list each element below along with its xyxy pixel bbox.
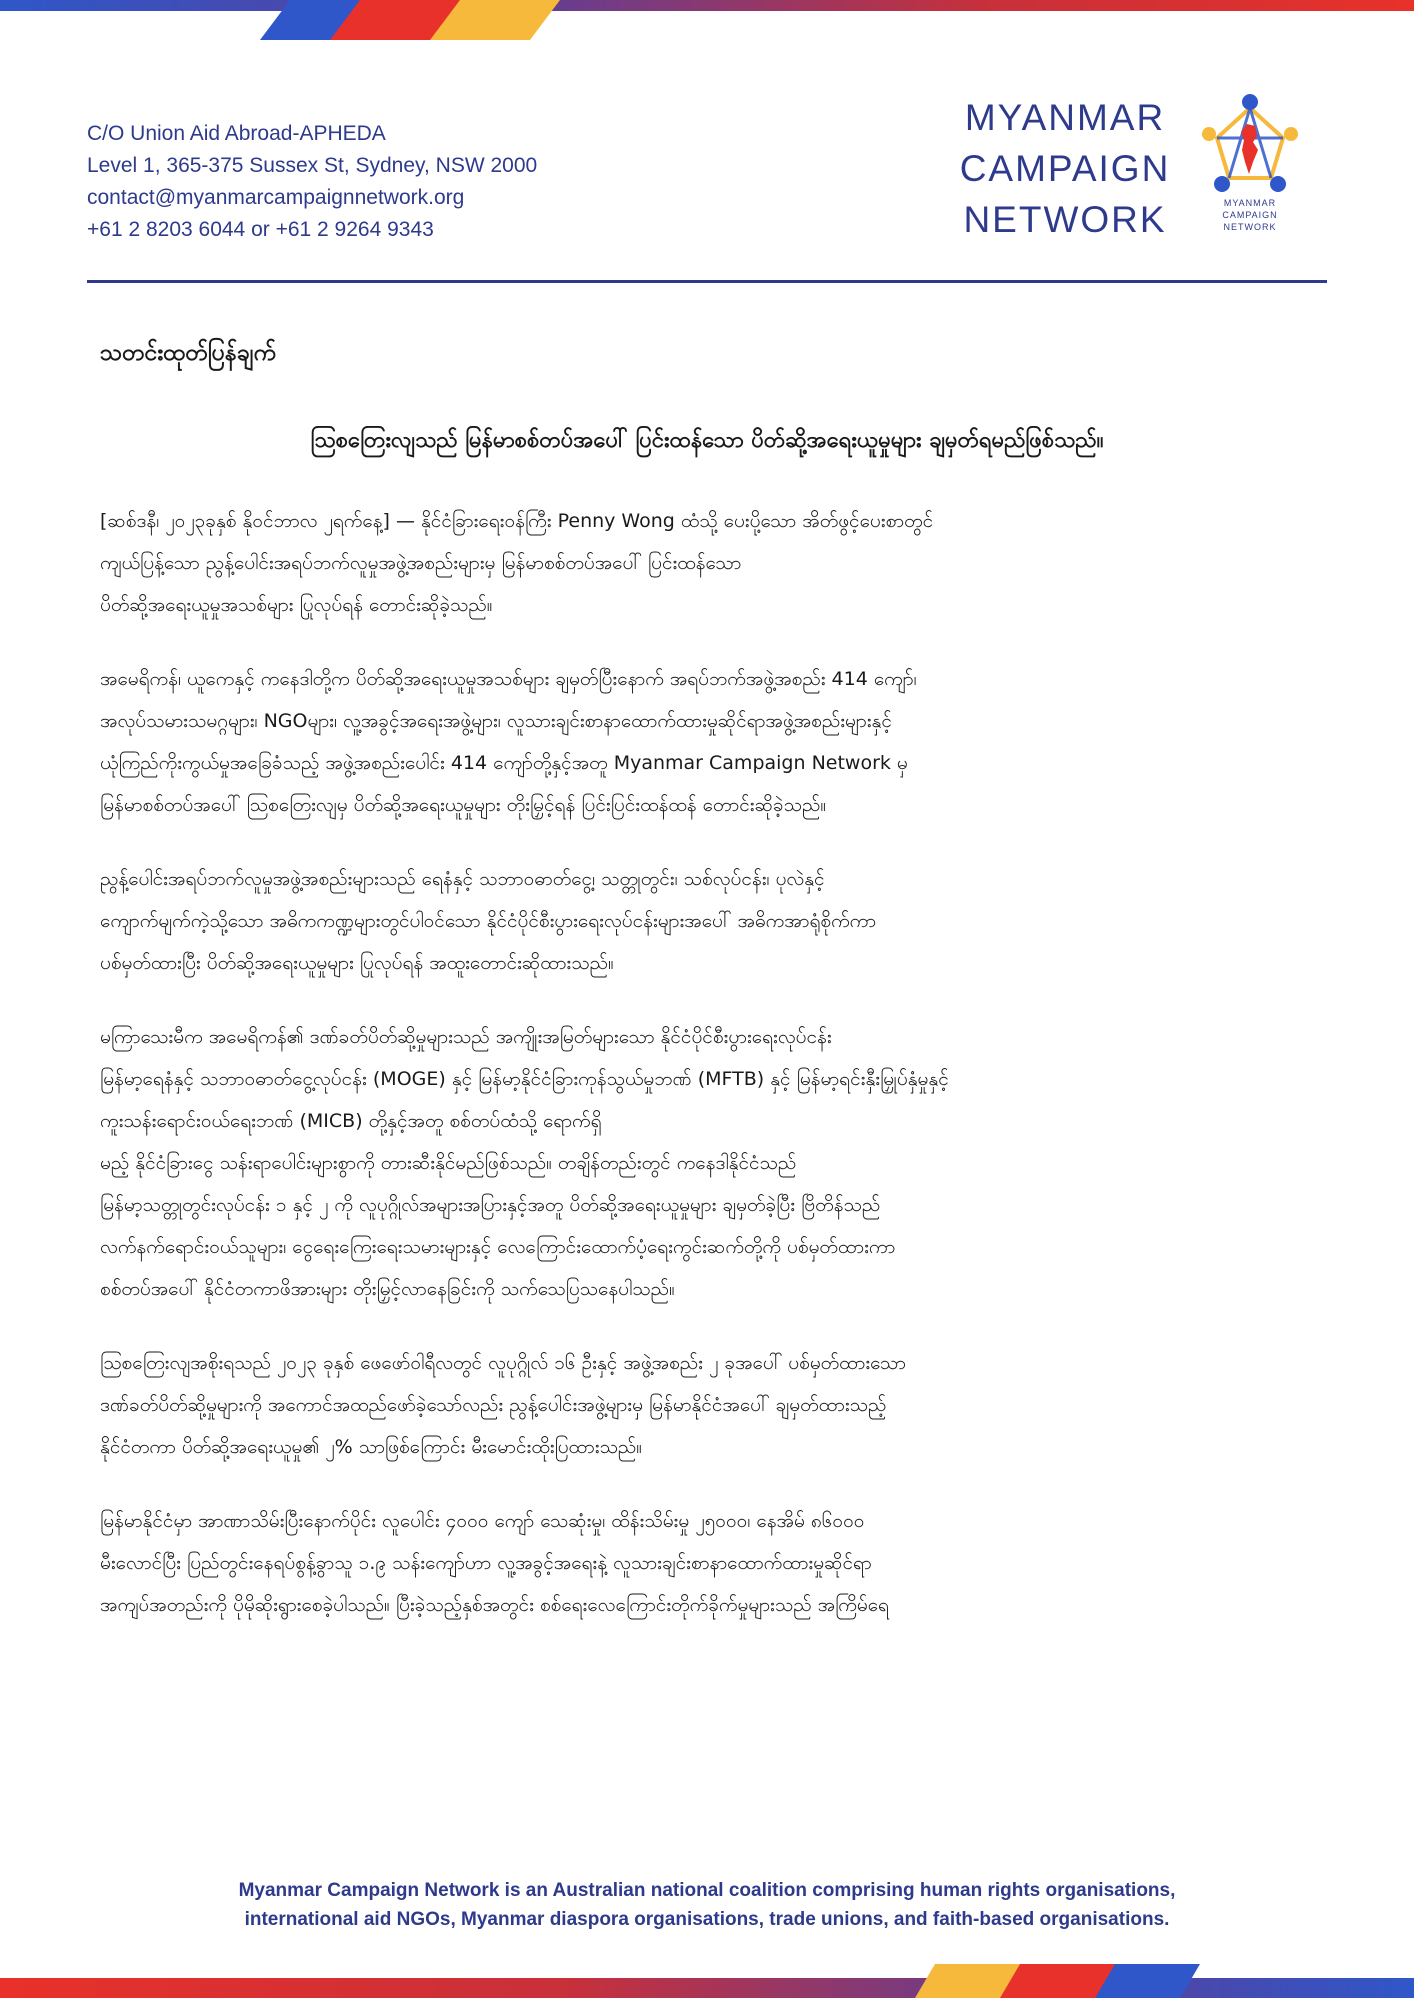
paragraph-3 <box>100 858 1315 984</box>
paragraph-line: မြန်မာစစ်တပ်အပေါ် ဩစတြေးလျမှ ပိတ်ဆို့အရေးယူမှုများ တိုးမြှင့်ရန် ပြင်းပြင်းထန်ထန် တောင်းဆိုခဲ့သည်။ <box>100 794 827 816</box>
contact-address-line-2: Level 1, 365-375 Sussex St, Sydney, NSW 2000 <box>87 154 538 177</box>
contact-phone: +61 2 8203 6044 or +61 2 9264 9343 <box>87 218 434 241</box>
paragraph-line: မည့် နိုင်ငံခြားငွေ သန်းရာပေါင်းများစွာကို တားဆီးနိုင်မည်ဖြစ်သည်။ တချိန်တည်းတွင် ကနေဒါနိုင်ငံသည် <box>100 1152 797 1174</box>
letterhead-contact <box>87 118 537 246</box>
paragraph-1 <box>100 500 1315 626</box>
paragraph-line: နိုင်ငံတကာ ပိတ်ဆို့အရေးယူမှု၏ ၂% သာဖြစ်ကြောင်း မီးမောင်းထိုးပြထားသည်။ <box>100 1436 643 1458</box>
paragraph-line: မကြာသေးမီက အမေရိကန်၏ ဒဏ်ခတ်ပိတ်ဆို့မှုများသည် အကျိုးအမြတ်များသော နိုင်ငံပိုင်စီးပွားရေးလုပ်ငန်း <box>100 1026 832 1048</box>
paragraph-line: ပစ်မှတ်ထားပြီး ပိတ်ဆို့အရေးယူမှုများ ပြုလုပ်ရန် အထူးတောင်းဆိုထားသည်။ <box>100 952 614 974</box>
org-name-line-2: CAMPAIGN <box>959 148 1171 189</box>
paragraph-line: မြန်မာ့ရေနံနှင့် သဘာဝဓာတ်ငွေ့လုပ်ငန်း (MOGE) နှင့် မြန်မာ့နိုင်ငံခြားကုန်သွယ်မှုဘဏ် (MFTB) နှင့် မြန်မာ့ရင်းနှီးမြှုပ်နှံမှုနှင့် <box>100 1068 949 1090</box>
header-divider <box>87 280 1327 283</box>
paragraph-line: အမေရိကန်၊ ယူကေနှင့် ကနေဒါတို့က ပိတ်ဆို့အရေးယူမှုအသစ်များ ချမှတ်ပြီးနောက် အရပ်ဘက်အဖွဲ့အစည်း 414 ကျော်၊ <box>100 668 917 690</box>
paragraph-line: ကျောက်မျက်ကဲ့သို့သော အဓိကကဏ္ဍများတွင်ပါဝင်သော နိုင်ငံပိုင်စီးပွားရေးလုပ်ငန်းများအပေါ် အဓိကအာရုံစိုက်ကာ <box>100 910 877 932</box>
paragraph-line: မြန်မာ့သတ္တုတွင်းလုပ်ငန်း ၁ နှင့် ၂ ကို လူပုဂ္ဂိုလ်အများအပြားနှင့်အတူ ပိတ်ဆို့အရေးယူမှုများ ချမှတ်ခဲ့ပြီး ဗြိတိန်သည် <box>100 1194 881 1216</box>
paragraph-line: ပိတ်ဆို့အရေးယူမှုအသစ်များ ပြုလုပ်ရန် တောင်းဆိုခဲ့သည်။ <box>100 594 493 616</box>
paragraph-5 <box>100 1342 1315 1468</box>
paragraph-line: ဒဏ်ခတ်ပိတ်ဆို့မှုများကို အကောင်အထည်ဖော်ခဲ့သော်လည်း ညွန့်ပေါင်းအဖွဲ့များမှ မြန်မာနိုင်ငံအပေါ် ချမှတ်ထားသည့် <box>100 1394 887 1416</box>
paragraph-4 <box>100 1016 1315 1310</box>
org-name <box>920 92 1210 245</box>
org-name-line-1: MYANMAR <box>964 97 1166 138</box>
press-release-headline: ဩစတြေးလျသည် မြန်မာစစ်တပ်အပေါ် ပြင်းထန်သော ပိတ်ဆို့အရေးယူမှုများ ချမှတ်ရမည်ဖြစ်သည်။ <box>310 428 1104 453</box>
paragraph-line: မြန်မာနိုင်ငံမှာ အာဏာသိမ်းပြီးနောက်ပိုင်း လူပေါင်း ၄၀၀၀ ကျော် သေဆုံးမှု၊ ထိန်းသိမ်းမှု ၂၅၀၀၀၊ နေအိမ် ၈၆၀၀၀ <box>100 1510 865 1532</box>
paragraph-line: ကျယ်ပြန့်သော ညွန့်ပေါင်းအရပ်ဘက်လူမှုအဖွဲ့အစည်းများမှ မြန်မာစစ်တပ်အပေါ် ပြင်းထန်သော <box>100 552 742 574</box>
paragraph-line: လက်နက်ရောင်းဝယ်သူများ၊ ငွေရေးကြေးရေးသမားများနှင့် လေကြောင်းထောက်ပံ့ရေးကွင်းဆက်တို့ကို ပစ်မှတ်ထားကာ <box>100 1236 896 1258</box>
press-release-body <box>100 500 1315 1658</box>
footer-line-1: Myanmar Campaign Network is an Australian national coalition comprising human rights organisations, <box>238 1880 1176 1901</box>
paragraph-line: အလုပ်သမားသမဂ္ဂများ၊ NGOများ၊ လူ့အခွင့်အရေးအဖွဲ့များ၊ လူသားချင်းစာနာထောက်ထားမှုဆိုင်ရာအဖွဲ့အစည်းများနှင့် <box>100 710 892 732</box>
press-release-kicker: သတင်းထုတ်ပြန်ချက် <box>100 340 276 366</box>
paragraph-line: စစ်တပ်အပေါ် နိုင်ငံတကာဖိအားများ တိုးမြှင့်လာနေခြင်းကို သက်သေပြသနေပါသည်။ <box>100 1278 675 1300</box>
paragraph-2 <box>100 658 1315 826</box>
footer-coalition-note <box>87 1876 1327 1934</box>
paragraph-line: ညွန့်ပေါင်းအရပ်ဘက်လူမှုအဖွဲ့အစည်းများသည် ရေနံနှင့် သဘာဝဓာတ်ငွေ့၊ သတ္တုတွင်း၊ သစ်လုပ်ငန်း၊ ပုလဲနှင့် <box>100 868 825 890</box>
bottom-color-band <box>0 1946 1414 1998</box>
org-logo <box>1195 90 1305 240</box>
footer-line-2: international aid NGOs, Myanmar diaspora organisations, trade unions, and faith-based organisations. <box>244 1909 1170 1930</box>
paragraph-line: မီးလောင်ပြီး ပြည်တွင်းနေရပ်စွန့်ခွာသူ ၁.၉ သန်းကျော်ဟာ လူ့အခွင့်အရေးနဲ့ လူသားချင်းစာနာထောက်ထားမှုဆိုင်ရာ <box>100 1552 872 1574</box>
contact-address-line-1: C/O Union Aid Abroad-APHEDA <box>87 122 386 145</box>
paragraph-line: အကျပ်အတည်းကို ပိုမိုဆိုးရွားစေခဲ့ပါသည်။ ပြီးခဲ့သည့်နှစ်အတွင်း စစ်ရေးလေကြောင်းတိုက်ခိုက်မှုများသည် အကြိမ်ရေ <box>100 1594 889 1616</box>
paragraph-line: ကူးသန်းရောင်းဝယ်ရေးဘဏ် (MICB) တို့နှင့်အတူ စစ်တပ်ထံသို့ ရောက်ရှိ <box>100 1110 602 1132</box>
paragraph-line: ယုံကြည်ကိုးကွယ်မှုအခြေခံသည့် အဖွဲ့အစည်းပေါင်း 414 ကျော်တို့နှင့်အတူ Myanmar Campaign Network မှ <box>100 752 908 774</box>
contact-email[interactable]: contact@myanmarcampaignnetwork.org <box>87 186 465 209</box>
paragraph-line: [ဆစ်ဒနီ၊ ၂၀၂၃ခုနှစ် နိုဝင်ဘာလ ၂ရက်နေ့] — နိုင်ငံခြားရေးဝန်ကြီး Penny Wong ထံသို့ ပေးပို့သော အိတ်ဖွင့်ပေးစာတွင် <box>100 510 934 532</box>
top-color-band <box>0 0 1414 40</box>
logo-caption: MYANMAR CAMPAIGN NETWORK <box>1222 198 1278 232</box>
org-name-line-3: NETWORK <box>963 199 1167 240</box>
people-ring-icon <box>1195 90 1305 195</box>
paragraph-6 <box>100 1500 1315 1626</box>
paragraph-line: ဩစတြေးလျအစိုးရသည် ၂၀၂၃ ခုနှစ် ဖေဖော်ဝါရီလတွင် လူပုဂ္ဂိုလ် ၁၆ ဦးနှင့် အဖွဲ့အစည်း ၂ ခုအပေါ် ပစ်မှတ်ထားသော <box>100 1352 906 1374</box>
